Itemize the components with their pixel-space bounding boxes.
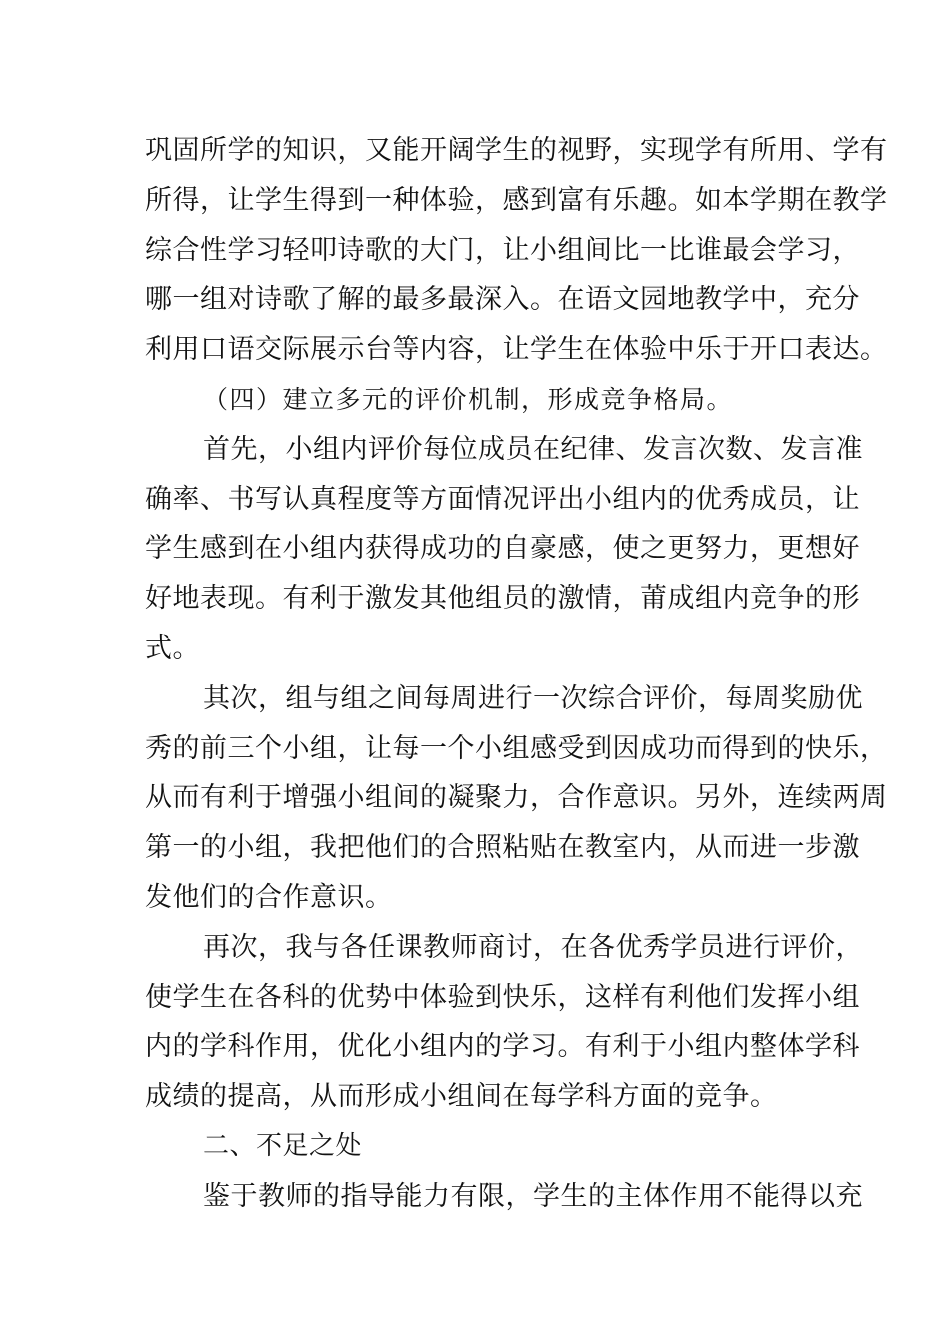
text-line: 内的学科作用，优化小组内的学习。有利于小组内整体学科 bbox=[145, 1031, 860, 1063]
text-line: 式。 bbox=[145, 632, 200, 664]
paragraph-3 bbox=[145, 674, 888, 923]
paragraph-2 bbox=[145, 425, 863, 674]
text-line: 确率、书写认真程度等方面情况评出小组内的优秀成员，让 bbox=[145, 483, 860, 515]
text-line: 利用口语交际展示台等内容，让学生在体验中乐于开口表达。 bbox=[145, 334, 888, 366]
text-line: 巩固所学的知识，又能开阔学生的视野，实现学有所用、学有 bbox=[145, 135, 888, 166]
paragraph-5 bbox=[145, 1172, 863, 1222]
text-line: 综合性学习轻叩诗歌的大门，让小组间比一比谁最会学习， bbox=[145, 234, 860, 266]
document-body bbox=[145, 126, 888, 1222]
text-line: 再次，我与各任课教师商讨，在各优秀学员进行评价， bbox=[203, 931, 863, 963]
text-line: 其次，组与组之间每周进行一次综合评价，每周奖励优 bbox=[203, 682, 863, 714]
text-line: 鉴于教师的指导能力有限，学生的主体作用不能得以充 bbox=[203, 1180, 863, 1212]
text-line: 哪一组对诗歌了解的最多最深入。在语文园地教学中，充分 bbox=[145, 284, 860, 316]
text-line: 从而有利于增强小组间的凝聚力，合作意识。另外，连续两周 bbox=[145, 782, 888, 814]
text-line: 好地表现。有利于激发其他组员的激情，莆成组内竞争的形 bbox=[145, 583, 860, 615]
text-line: 首先，小组内评价每位成员在纪律、发言次数、发言准 bbox=[203, 433, 863, 465]
text-line: 成绩的提高，从而形成小组间在每学科方面的竞争。 bbox=[145, 1081, 778, 1113]
paragraph-4 bbox=[145, 923, 863, 1122]
text-line: 第一的小组，我把他们的合照粘贴在教室内，从而进一步激 bbox=[145, 832, 860, 864]
paragraph-1 bbox=[145, 126, 888, 375]
text-line: 所得，让学生得到一种体验，感到富有乐趣。如本学期在教学 bbox=[145, 184, 888, 216]
text-line: 使学生在各科的优势中体验到快乐，这样有利他们发挥小组 bbox=[145, 981, 860, 1013]
text-line: 学生感到在小组内获得成功的自豪感，使之更努力，更想好 bbox=[145, 533, 860, 565]
text-line: 发他们的合作意识。 bbox=[145, 881, 393, 913]
text-line: 秀的前三个小组，让每一个小组感受到因成功而得到的快乐， bbox=[145, 732, 888, 764]
section-heading: 二、不足之处 bbox=[203, 1130, 363, 1161]
section-subheading: （四）建立多元的评价机制，形成竞争格局。 bbox=[203, 384, 734, 414]
